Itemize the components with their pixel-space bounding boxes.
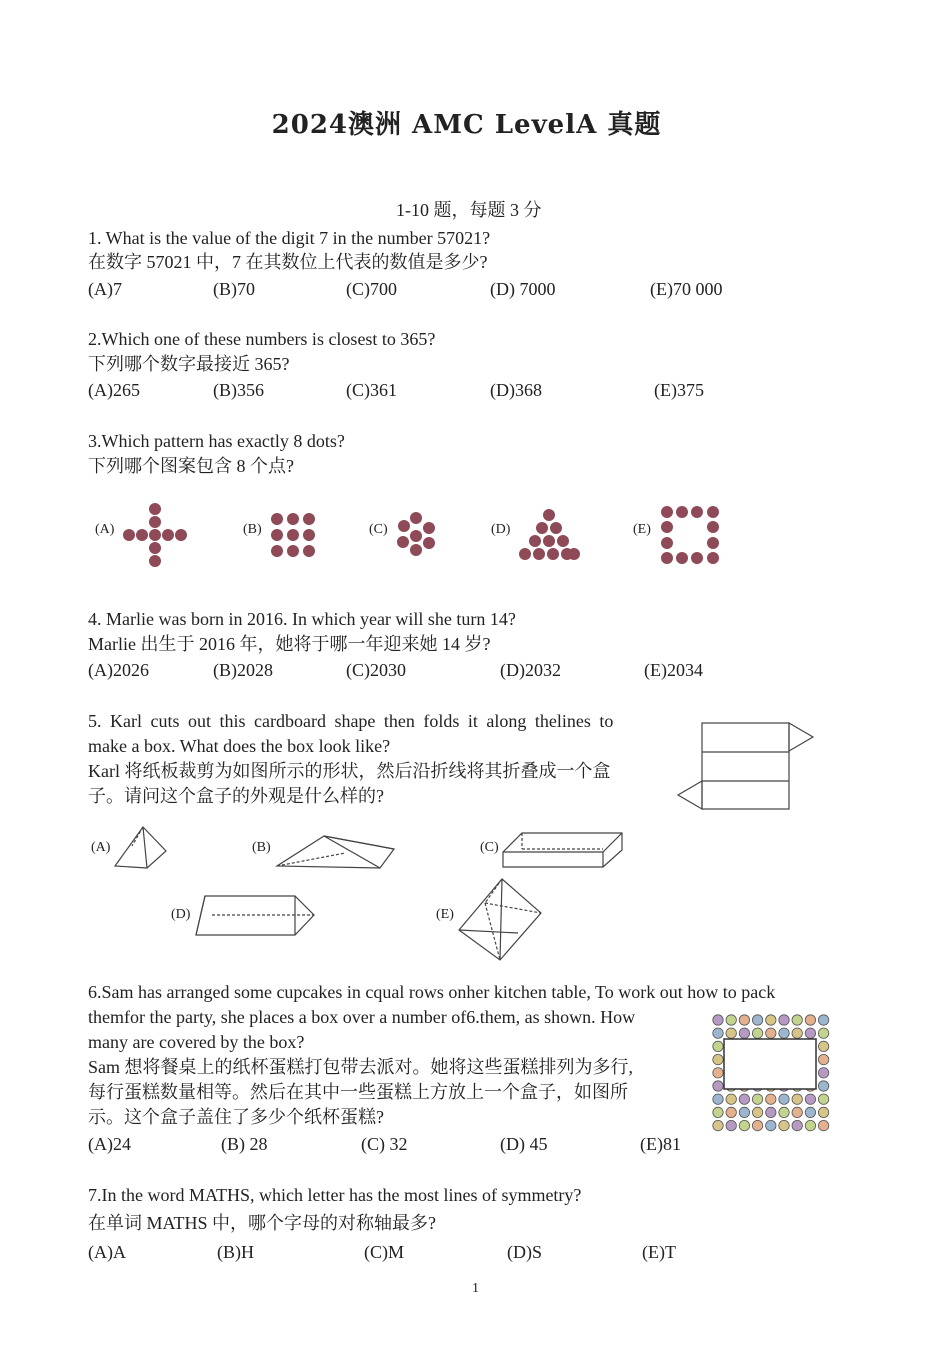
cupcake [752,1107,762,1117]
q1-text-zh: 在数字 57021 中，7 在其数位上代表的数值是多少? [88,252,488,272]
cupcake [713,1094,723,1104]
q6-option-e: (E)81 [640,1134,681,1154]
q3-figure-label-a: (A) [95,522,115,537]
cupcake [818,1120,828,1130]
q5-figure-label-a: (A) [91,840,111,855]
q6-option-b: (B) 28 [221,1134,268,1154]
cupcake [752,1120,762,1130]
cupcake [792,1107,802,1117]
cupcake-box [724,1039,816,1089]
cupcake [766,1028,776,1038]
cupcake [818,1107,828,1117]
cupcake [766,1120,776,1130]
cupcake [713,1015,723,1025]
cupcake [726,1094,736,1104]
q6-text-en-2: themfor the party, she places a box over a number of6.them, as shown. How [88,1007,636,1027]
q7-option-e: (E)T [642,1242,676,1262]
page-title: 2024澳洲 AMC LevelA 真题 [271,110,662,140]
q1-text-en: 1. What is the value of the digit 7 in the number 57021? [88,228,491,248]
cupcake [779,1120,789,1130]
cupcake [818,1028,828,1038]
cupcake [818,1094,828,1104]
cupcake [805,1028,815,1038]
q5-figure-label-d: (D) [171,907,191,922]
q4-option-b: (B)2028 [213,660,273,680]
q1-option-e: (E)70 000 [650,279,723,299]
q6-option-d: (D) 45 [500,1134,548,1154]
q4-option-a: (A)2026 [88,660,149,680]
cupcake [739,1120,749,1130]
q4-option-c: (C)2030 [346,660,406,680]
cupcake [713,1041,723,1051]
cupcake [766,1015,776,1025]
q5-text-zh-1: Karl 将纸板裁剪为如图所示的形状，然后沿折线将其折叠成一个盒 [88,761,611,781]
cupcake [792,1015,802,1025]
q7-option-d: (D)S [507,1242,542,1262]
cupcake [779,1028,789,1038]
cupcake [805,1015,815,1025]
cupcake [779,1094,789,1104]
cupcake [739,1094,749,1104]
q3-text-en: 3.Which pattern has exactly 8 dots? [88,431,345,451]
q5-text-en-1: 5. Karl cuts out this cardboard shape then folds it along thelines to [88,711,614,731]
q7-text-zh: 在单词 MATHS 中，哪个字母的对称轴最多? [88,1213,437,1233]
cupcake [752,1015,762,1025]
cupcake [779,1107,789,1117]
q1-option-c: (C)700 [346,279,397,299]
q6-option-a: (A)24 [88,1134,131,1154]
q2-option-c: (C)361 [346,380,397,400]
cupcake [739,1107,749,1117]
q1-option-b: (B)70 [213,279,255,299]
q7-option-c: (C)M [364,1242,404,1262]
q4-text-zh: Marlie 出生于 2016 年，她将于哪一年迎来她 14 岁? [88,634,491,654]
cupcake [792,1028,802,1038]
q3-figure-label-d: (D) [491,522,511,537]
q2-option-a: (A)265 [88,380,140,400]
q3-text-zh: 下列哪个图案包含 8 个点? [88,456,294,476]
cupcake [713,1054,723,1064]
q7-option-a: (A)A [88,1242,126,1262]
q6-text-zh-3: 示。这个盒子盖住了多少个纸杯蛋糕? [88,1107,384,1127]
cupcake [713,1081,723,1091]
cupcake [713,1028,723,1038]
q6-text-zh-1: Sam 想将餐桌上的纸杯蛋糕打包带去派对。她将这些蛋糕排列为多行, [88,1057,633,1077]
cupcake [766,1094,776,1104]
cupcake [726,1107,736,1117]
q2-text-zh: 下列哪个数字最接近 365? [88,354,290,374]
page-number: 1 [472,1281,479,1296]
cupcake [805,1094,815,1104]
q6-text-zh-2: 每行蛋糕数量相等。然后在其中一些蛋糕上方放上一个盒子，如图所 [88,1082,628,1102]
cupcake [739,1015,749,1025]
q3-figure-label-c: (C) [369,522,388,537]
cupcake [766,1107,776,1117]
cupcake [818,1068,828,1078]
cupcake [805,1120,815,1130]
q2-text-en: 2.Which one of these numbers is closest to 365? [88,329,436,349]
q4-text-en: 4. Marlie was born in 2016. In which year will she turn 14? [88,609,516,629]
q1-option-a: (A)7 [88,279,122,299]
q5-text-en-2: make a box. What does the box look like? [88,736,391,756]
cupcake [779,1015,789,1025]
cupcake [726,1028,736,1038]
cupcake [818,1015,828,1025]
q2-option-e: (E)375 [654,380,704,400]
cupcake [752,1094,762,1104]
cupcake [752,1028,762,1038]
cupcake [818,1054,828,1064]
cupcake [726,1015,736,1025]
cupcake [792,1120,802,1130]
q3-figure-label-b: (B) [243,522,262,537]
cupcake [726,1120,736,1130]
section-header: 1-10 题，每题 3 分 [396,200,542,220]
q5-figure-label-c: (C) [480,840,499,855]
q1-option-d: (D) 7000 [490,279,556,299]
q5-text-zh-2: 子。请问这个盒子的外观是什么样的? [88,786,384,806]
cupcake [792,1094,802,1104]
q6-text-en-3: many are covered by the box? [88,1032,305,1052]
q5-figure-label-b: (B) [252,840,271,855]
cupcake [818,1081,828,1091]
cupcake [713,1068,723,1078]
cupcake [818,1041,828,1051]
q7-text-en: 7.In the word MATHS, which letter has the most lines of symmetry? [88,1185,582,1205]
q6-option-c: (C) 32 [361,1134,408,1154]
q7-option-b: (B)H [217,1242,254,1262]
cupcake [805,1107,815,1117]
cupcake [713,1107,723,1117]
cupcake [713,1120,723,1130]
cupcake [739,1028,749,1038]
q2-option-d: (D)368 [490,380,542,400]
q3-figure-label-e: (E) [633,522,651,537]
q2-option-b: (B)356 [213,380,264,400]
q4-option-d: (D)2032 [500,660,561,680]
q5-figure-label-e: (E) [436,907,454,922]
q4-option-e: (E)2034 [644,660,703,680]
q6-text-en-1: 6.Sam has arranged some cupcakes in cqual rows onher kitchen table, To work out how to pack [88,982,776,1002]
